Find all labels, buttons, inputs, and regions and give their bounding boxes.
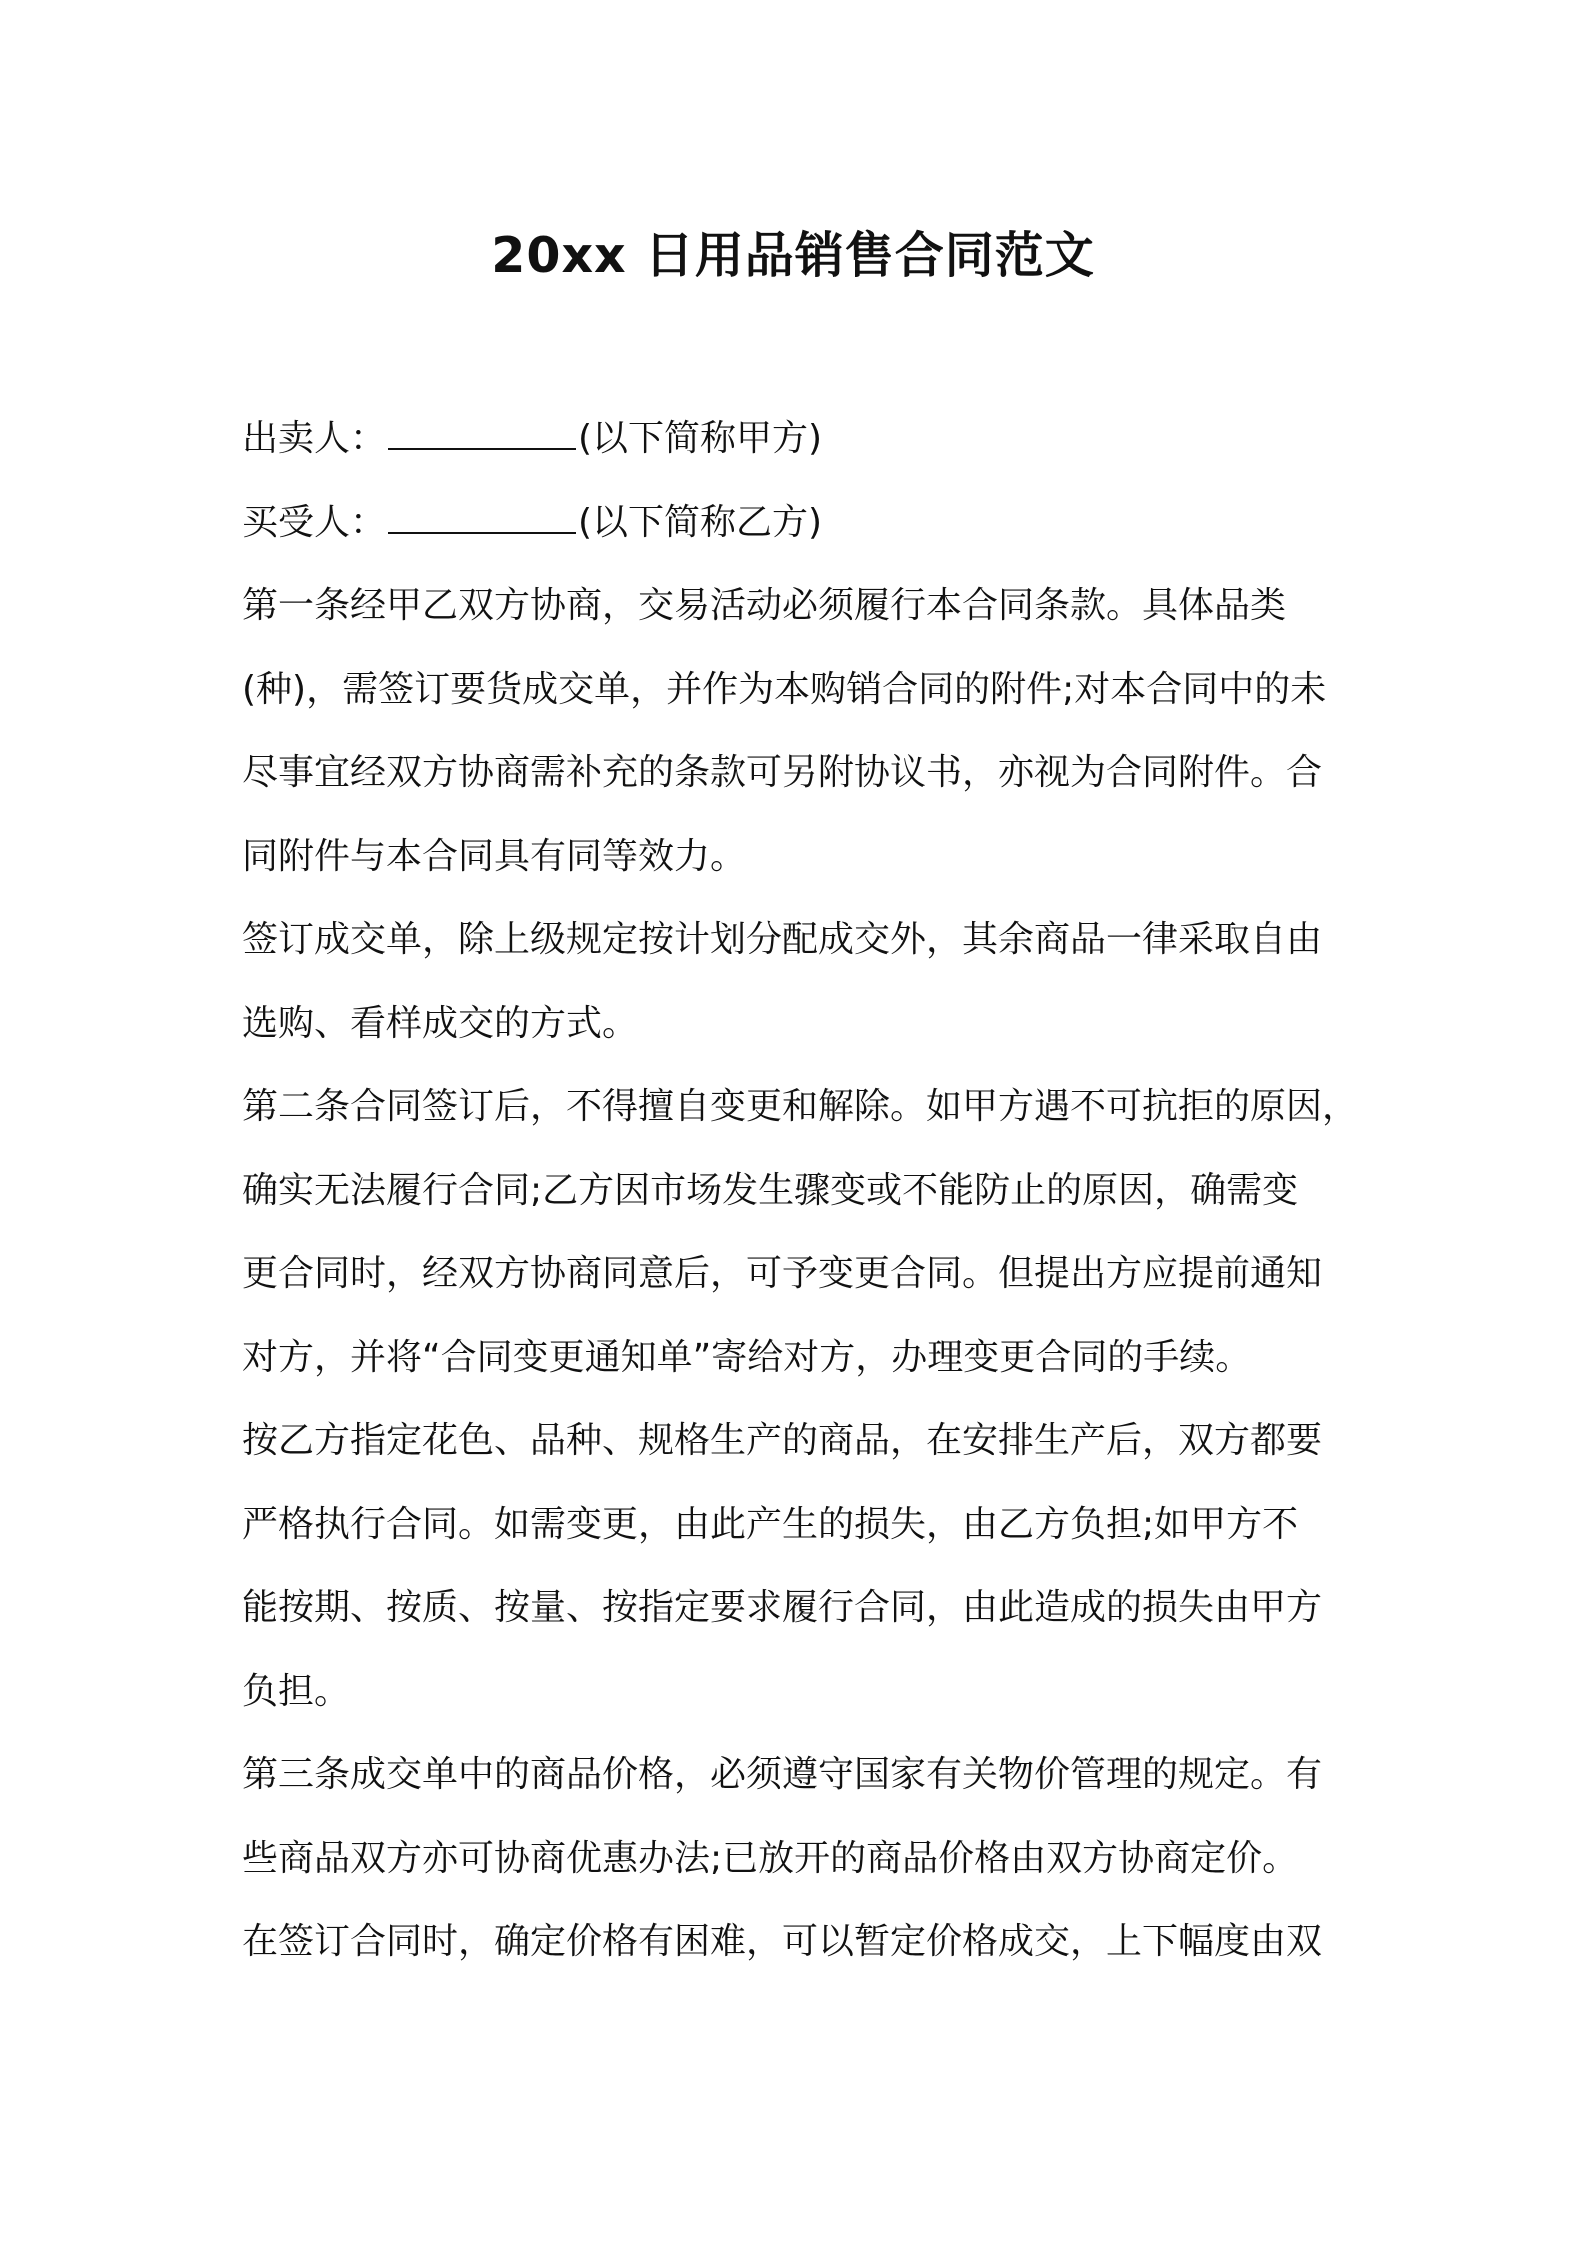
text-line: 签订成交单，除上级规定按计划分配成交外，其余商品一律采取自由 — [242, 919, 1323, 960]
document-title: 20xx 日用品销售合同范文 — [491, 227, 1095, 284]
text-line: 第二条合同签订后，不得擅自变更和解除。如甲方遇不可抗拒的原因， — [242, 1086, 1359, 1127]
seller-blank — [388, 404, 576, 450]
buyer-line — [242, 481, 1360, 565]
text-line: 尽事宜经双方协商需补充的条款可另附协议书，亦视为合同附件。合 — [242, 752, 1323, 793]
buyer-blank — [388, 488, 576, 534]
buyer-label: 买受人： — [242, 501, 387, 543]
seller-label: 出卖人： — [242, 418, 387, 459]
text-line: 些商品双方亦可协商优惠办法;已放开的商品价格由双方协商定价。 — [242, 1837, 1299, 1879]
text-line: 同附件与本合同具有同等效力。 — [242, 835, 747, 877]
text-line: 选购、看样成交的方式。 — [242, 1002, 639, 1044]
buyer-suffix: (以下简称乙方) — [578, 501, 823, 543]
text-line: 负担。 — [242, 1670, 351, 1712]
text-line: 能按期、按质、按量、按指定要求履行合同，由此造成的损失由甲方 — [242, 1587, 1323, 1628]
text-line: 第三条成交单中的商品价格，必须遵守国家有关物价管理的规定。有 — [242, 1754, 1323, 1795]
document-body — [242, 397, 1360, 1984]
seller-suffix: (以下简称甲方) — [578, 418, 823, 459]
text-line: 更合同时，经双方协商同意后，可予变更合同。但提出方应提前通知 — [242, 1253, 1323, 1294]
seller-line — [242, 397, 1360, 481]
text-line: 确实无法履行合同;乙方因市场发生骤变或不能防止的原因，确需变 — [242, 1169, 1299, 1211]
text-line: 按乙方指定花色、品种、规格生产的商品，在安排生产后，双方都要 — [242, 1420, 1323, 1461]
text-line: 严格执行合同。如需变更，由此产生的损失，由乙方负担;如甲方不 — [242, 1503, 1299, 1545]
text-line: (种)，需签订要货成交单，并作为本购销合同的附件;对本合同中的未 — [242, 668, 1327, 710]
text-line: 对方，并将“合同变更通知单”寄给对方，办理变更合同的手续。 — [242, 1336, 1252, 1378]
text-line: 第一条经甲乙双方协商，交易活动必须履行本合同条款。具体品类 — [242, 585, 1287, 626]
text-line: 在签订合同时，确定价格有困难，可以暂定价格成交，上下幅度由双 — [242, 1921, 1323, 1962]
